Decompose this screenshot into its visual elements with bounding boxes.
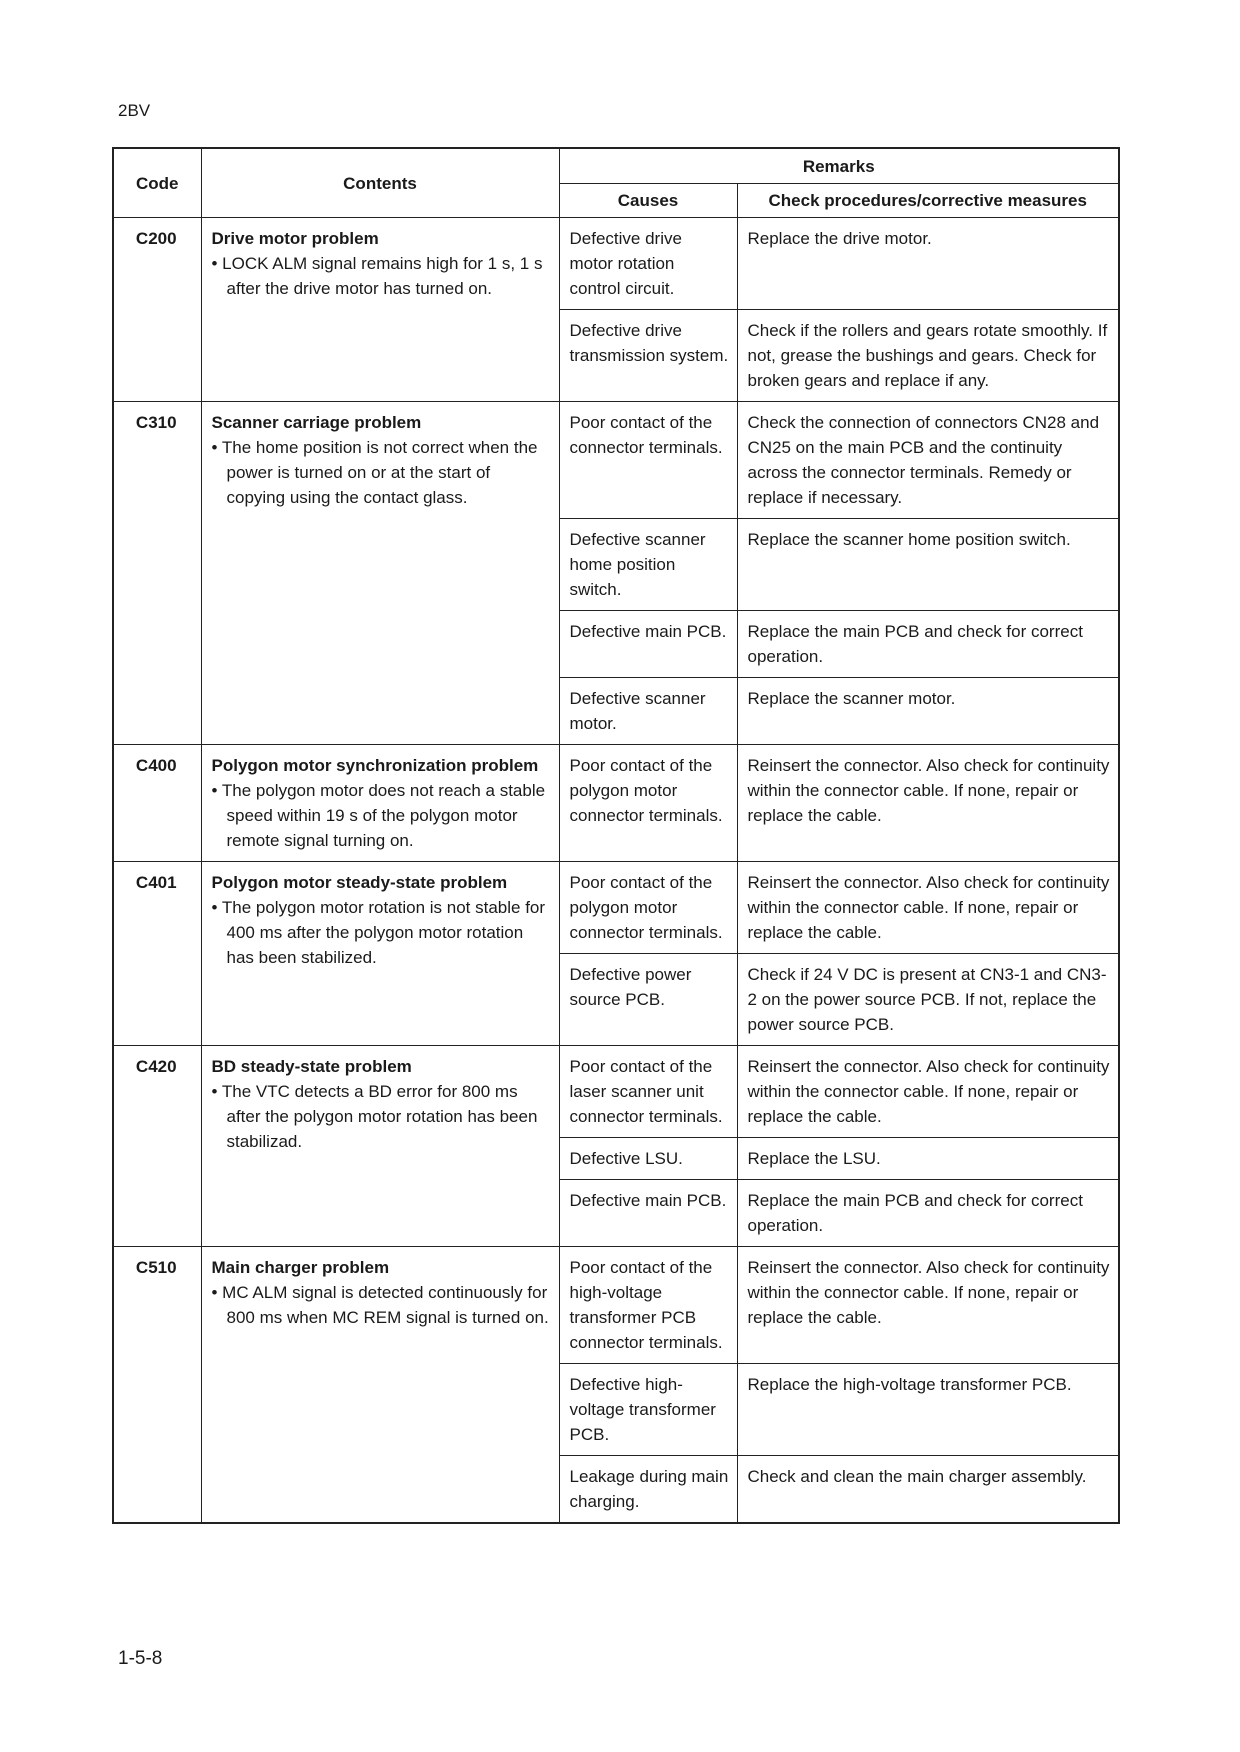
measure-cell: Check if 24 V DC is present at CN3-1 and CN3-2 on the power source PCB. If not, replace the power source PCB.: [737, 954, 1119, 1046]
problem-title: Scanner carriage problem: [211, 413, 422, 432]
error-code: C310: [113, 402, 201, 745]
cause-cell: Poor contact of the connector terminals.: [559, 402, 737, 519]
cause-cell: Defective scanner home position switch.: [559, 519, 737, 611]
table-row: [113, 745, 1119, 862]
problem-description: • The polygon motor rotation is not stable for 400 ms after the polygon motor rotation has been stabilized.: [211, 898, 546, 967]
contents-cell: [201, 402, 559, 745]
problem-title: Polygon motor synchronization problem: [211, 756, 539, 775]
table-row: [113, 402, 1119, 519]
measure-cell: Check and clean the main charger assembly.: [737, 1456, 1119, 1524]
table-row: [113, 862, 1119, 954]
error-code-table-wrapper: [112, 147, 1120, 1524]
cause-cell: Poor contact of the laser scanner unit connector terminals.: [559, 1046, 737, 1138]
measure-cell: Replace the LSU.: [737, 1138, 1119, 1180]
error-code: C420: [113, 1046, 201, 1247]
cause-cell: Poor contact of the polygon motor connector terminals.: [559, 745, 737, 862]
header-causes: Causes: [559, 184, 737, 218]
table-row: [113, 218, 1119, 310]
measure-cell: Replace the main PCB and check for correct operation.: [737, 611, 1119, 678]
measure-cell: Check if the rollers and gears rotate smoothly. If not, grease the bushings and gears. Check for broken gears and replace if any.: [737, 310, 1119, 402]
measure-cell: Replace the drive motor.: [737, 218, 1119, 310]
header-remarks: Remarks: [559, 148, 1119, 184]
problem-description: • MC ALM signal is detected continuously for 800 ms when MC REM signal is turned on.: [211, 1283, 549, 1327]
measure-cell: Reinsert the connector. Also check for continuity within the connector cable. If none, repair or replace the cable.: [737, 745, 1119, 862]
error-code: C401: [113, 862, 201, 1046]
problem-title: Main charger problem: [211, 1258, 390, 1277]
measure-cell: Replace the scanner motor.: [737, 678, 1119, 745]
error-code: C510: [113, 1247, 201, 1524]
cause-cell: Defective LSU.: [559, 1138, 737, 1180]
cause-cell: Defective high-voltage transformer PCB.: [559, 1364, 737, 1456]
document-code: 2BV: [118, 101, 151, 120]
problem-description: • The VTC detects a BD error for 800 ms after the polygon motor rotation has been stabilizad.: [211, 1082, 538, 1151]
error-code: C200: [113, 218, 201, 402]
cause-cell: Poor contact of the high-voltage transformer PCB connector terminals.: [559, 1247, 737, 1364]
measure-cell: Reinsert the connector. Also check for continuity within the connector cable. If none, repair or replace the cable.: [737, 862, 1119, 954]
error-code: C400: [113, 745, 201, 862]
cause-cell: Defective main PCB.: [559, 611, 737, 678]
header-code: Code: [113, 148, 201, 218]
problem-title: Polygon motor steady-state problem: [211, 873, 508, 892]
page-number: 1-5-8: [118, 1648, 163, 1669]
measure-cell: Replace the main PCB and check for correct operation.: [737, 1180, 1119, 1247]
cause-cell: Defective main PCB.: [559, 1180, 737, 1247]
table-body: [113, 218, 1119, 1524]
cause-cell: Defective drive transmission system.: [559, 310, 737, 402]
cause-cell: Leakage during main charging.: [559, 1456, 737, 1524]
table-row: [113, 1046, 1119, 1138]
cause-cell: Poor contact of the polygon motor connector terminals.: [559, 862, 737, 954]
problem-title: Drive motor problem: [211, 229, 379, 248]
contents-cell: [201, 218, 559, 402]
contents-cell: [201, 745, 559, 862]
problem-description: • The polygon motor does not reach a stable speed within 19 s of the polygon motor remote signal turning on.: [211, 781, 546, 850]
contents-cell: [201, 1046, 559, 1247]
problem-description: • LOCK ALM signal remains high for 1 s, 1 s after the drive motor has turned on.: [211, 254, 543, 298]
header-contents: Contents: [201, 148, 559, 218]
table-row: [113, 1247, 1119, 1364]
measure-cell: Reinsert the connector. Also check for continuity within the connector cable. If none, repair or replace the cable.: [737, 1046, 1119, 1138]
measure-cell: Check the connection of connectors CN28 and CN25 on the main PCB and the continuity across the connector terminals. Remedy or replace if necessary.: [737, 402, 1119, 519]
problem-title: BD steady-state problem: [211, 1057, 412, 1076]
measure-cell: Reinsert the connector. Also check for continuity within the connector cable. If none, repair or replace the cable.: [737, 1247, 1119, 1364]
cause-cell: Defective scanner motor.: [559, 678, 737, 745]
header-check-procedures: Check procedures/corrective measures: [737, 184, 1119, 218]
problem-description: • The home position is not correct when the power is turned on or at the start of copying using the contact glass.: [211, 438, 538, 507]
contents-cell: [201, 862, 559, 1046]
cause-cell: Defective drive motor rotation control circuit.: [559, 218, 737, 310]
error-code-table: [112, 147, 1120, 1524]
measure-cell: Replace the scanner home position switch.: [737, 519, 1119, 611]
contents-cell: [201, 1247, 559, 1524]
cause-cell: Defective power source PCB.: [559, 954, 737, 1046]
measure-cell: Replace the high-voltage transformer PCB.: [737, 1364, 1119, 1456]
